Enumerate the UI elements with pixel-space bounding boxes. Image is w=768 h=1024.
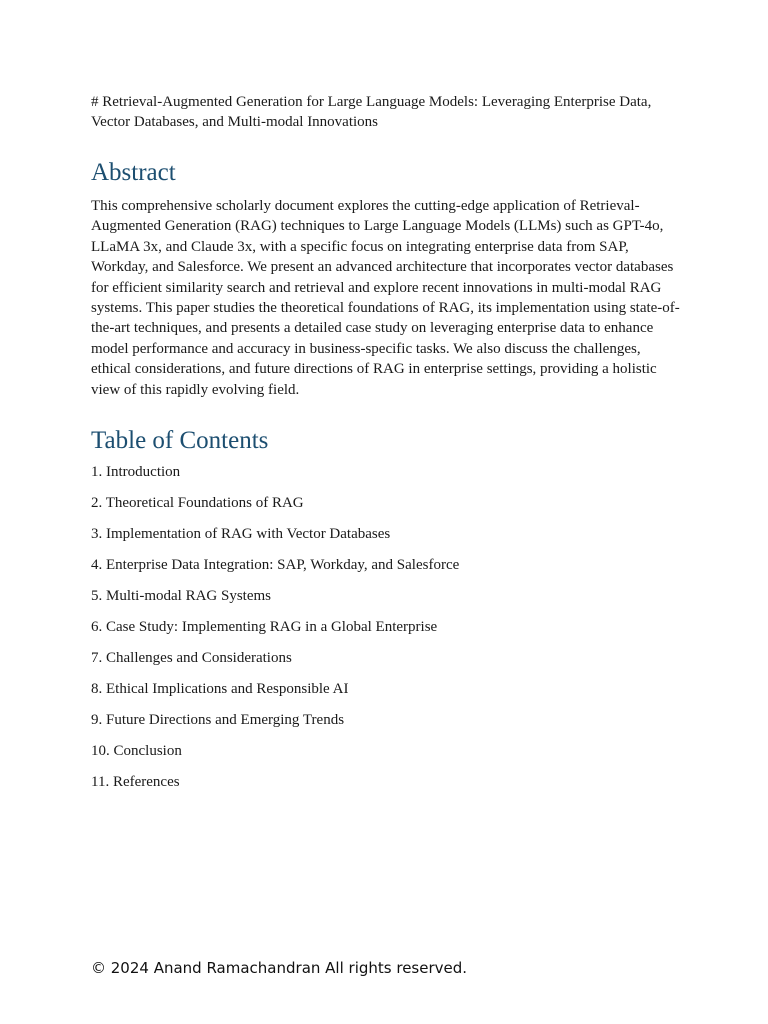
abstract-text: This comprehensive scholarly document explores the cutting-edge application of Retrieval-Augmented Generation (RAG) techniques to Large Language Models (LLMs) such as GPT-4o, LLaMA 3x, and Claude 3x, with a specific focus on integrating enterprise data from SAP, Workday, and Salesforce. We present an advanced architecture that incorporates vector databases for efficient similarity search and retrieval and explore recent innovations in multi-modal RAG systems. This paper studies the theoretical foundations of RAG, its implementation using state-of-the-art techniques, and presents a detailed case study on leveraging enterprise data to enhance model performance and accuracy in business-specific tasks. We also discuss the challenges, ethical considerations, and future directions of RAG in enterprise settings, providing a holistic view of this rapidly evolving field. (91, 198, 680, 398)
table-of-contents (91, 462, 459, 803)
toc-heading: Table of Contents (91, 427, 269, 454)
toc-item: 2. Theoretical Foundations of RAG (91, 495, 304, 511)
toc-item: 5. Multi-modal RAG Systems (91, 588, 272, 604)
toc-item: 3. Implementation of RAG with Vector Databases (91, 526, 391, 542)
toc-item: 1. Introduction (91, 464, 181, 480)
toc-item: 4. Enterprise Data Integration: SAP, Workday, and Salesforce (91, 557, 460, 573)
toc-item: 10. Conclusion (91, 743, 182, 759)
toc-item: 6. Case Study: Implementing RAG in a Global Enterprise (91, 619, 438, 635)
toc-item: 7. Challenges and Considerations (91, 650, 292, 666)
toc-item: 8. Ethical Implications and Responsible AI (91, 681, 349, 697)
toc-item: 11. References (91, 774, 180, 790)
abstract-heading: Abstract (91, 159, 176, 186)
document-title: # Retrieval-Augmented Generation for Large Language Models: Leveraging Enterprise Data, Vector Databases, and Multi-modal Innovations (91, 94, 652, 130)
toc-item: 9. Future Directions and Emerging Trends (91, 712, 345, 728)
copyright-footer: © 2024 Anand Ramachandran All rights reserved. (91, 959, 468, 977)
